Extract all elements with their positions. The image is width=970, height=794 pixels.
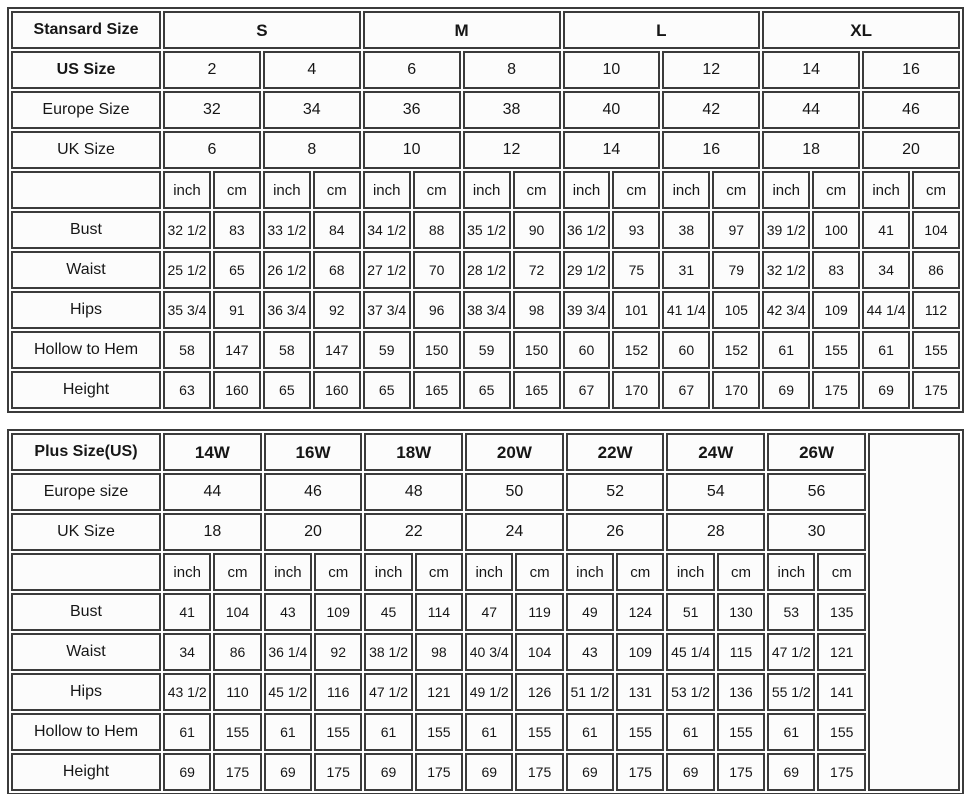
measure-value-cell: 175	[616, 753, 664, 791]
size-group-cell: 18W	[364, 433, 463, 471]
unit-cell: cm	[515, 553, 563, 591]
size-group-cell: 14W	[163, 433, 262, 471]
unit-cell: inch	[566, 553, 614, 591]
measure-value-cell: 124	[616, 593, 664, 631]
unit-cell: cm	[717, 553, 765, 591]
measure-value-cell: 28 1/2	[463, 251, 511, 289]
measure-value-cell: 34	[163, 633, 211, 671]
size-group-cell: 16W	[264, 433, 363, 471]
measure-value-cell: 41 1/4	[662, 291, 710, 329]
measure-value-cell: 67	[563, 371, 611, 409]
measure-value-cell: 131	[616, 673, 664, 711]
measure-value-cell: 86	[213, 633, 261, 671]
size-group-cell: 26W	[767, 433, 866, 471]
measure-value-cell: 38 1/2	[364, 633, 412, 671]
measure-value-cell: 32 1/2	[762, 251, 810, 289]
measure-value-cell: 69	[163, 753, 211, 791]
standard_table-title: Stansard Size	[11, 11, 161, 49]
size-value-cell: 6	[363, 51, 461, 89]
measure-value-cell: 32 1/2	[163, 211, 211, 249]
standard-size-table	[7, 7, 964, 413]
measure-value-cell: 69	[862, 371, 910, 409]
unit-cell: cm	[616, 553, 664, 591]
unit-cell: inch	[862, 171, 910, 209]
row-label: Hollow to Hem	[11, 331, 161, 369]
size-value-cell: 12	[463, 131, 561, 169]
measure-value-cell: 26 1/2	[263, 251, 311, 289]
measure-value-cell: 51	[666, 593, 714, 631]
unit-cell: inch	[163, 171, 211, 209]
measure-value-cell: 130	[717, 593, 765, 631]
row-label: Height	[11, 753, 161, 791]
size-value-cell: 50	[465, 473, 564, 511]
measure-value-cell: 170	[612, 371, 660, 409]
measure-value-cell: 35 3/4	[163, 291, 211, 329]
size-value-cell: 14	[563, 131, 661, 169]
measure-value-cell: 41	[163, 593, 211, 631]
measure-value-cell: 155	[213, 713, 261, 751]
row-label: US Size	[11, 51, 161, 89]
size-value-cell: 56	[767, 473, 866, 511]
measure-value-cell: 45 1/4	[666, 633, 714, 671]
size-value-cell: 40	[563, 91, 661, 129]
row-label: Hips	[11, 673, 161, 711]
measure-value-cell: 69	[767, 753, 815, 791]
measure-value-cell: 61	[264, 713, 312, 751]
unit-cell: cm	[817, 553, 866, 591]
measure-value-cell: 147	[213, 331, 261, 369]
measure-value-cell: 27 1/2	[363, 251, 411, 289]
unit-cell: cm	[413, 171, 461, 209]
measure-value-cell: 175	[912, 371, 960, 409]
size-group-cell: L	[563, 11, 761, 49]
measure-value-cell: 69	[465, 753, 513, 791]
measure-value-cell: 49	[566, 593, 614, 631]
size-value-cell: 8	[463, 51, 561, 89]
measure-value-cell: 91	[213, 291, 261, 329]
size-value-cell: 12	[662, 51, 760, 89]
measure-value-cell: 44 1/4	[862, 291, 910, 329]
measure-value-cell: 150	[513, 331, 561, 369]
size-value-cell: 16	[662, 131, 760, 169]
measure-value-cell: 155	[812, 331, 860, 369]
row-label: UK Size	[11, 131, 161, 169]
measure-value-cell: 160	[313, 371, 361, 409]
size-value-cell: 46	[862, 91, 960, 129]
size-value-cell: 18	[163, 513, 262, 551]
measure-value-cell: 47	[465, 593, 513, 631]
size-value-cell: 52	[566, 473, 665, 511]
unit-row-spacer-cell	[11, 553, 161, 591]
unit-cell: cm	[213, 171, 261, 209]
unit-cell: cm	[415, 553, 463, 591]
measure-value-cell: 61	[666, 713, 714, 751]
measure-value-cell: 61	[566, 713, 614, 751]
measure-value-cell: 104	[912, 211, 960, 249]
measure-value-cell: 109	[812, 291, 860, 329]
size-value-cell: 16	[862, 51, 960, 89]
measure-value-cell: 49 1/2	[465, 673, 513, 711]
measure-value-cell: 155	[415, 713, 463, 751]
measure-value-cell: 36 1/2	[563, 211, 611, 249]
unit-cell: cm	[812, 171, 860, 209]
row-label: Hollow to Hem	[11, 713, 161, 751]
measure-value-cell: 92	[314, 633, 362, 671]
measure-value-cell: 104	[515, 633, 563, 671]
size-value-cell: 10	[563, 51, 661, 89]
measure-value-cell: 55 1/2	[767, 673, 815, 711]
size-value-cell: 44	[762, 91, 860, 129]
measure-value-cell: 86	[912, 251, 960, 289]
row-label: Bust	[11, 211, 161, 249]
measure-value-cell: 70	[413, 251, 461, 289]
unit-cell: cm	[314, 553, 362, 591]
unit-cell: inch	[662, 171, 710, 209]
measure-value-cell: 119	[515, 593, 563, 631]
measure-value-cell: 83	[812, 251, 860, 289]
measure-value-cell: 92	[313, 291, 361, 329]
row-label: Bust	[11, 593, 161, 631]
measure-value-cell: 36 1/4	[264, 633, 312, 671]
unit-cell: inch	[263, 171, 311, 209]
measure-value-cell: 84	[313, 211, 361, 249]
measure-value-cell: 61	[767, 713, 815, 751]
measure-value-cell: 43	[566, 633, 614, 671]
measure-value-cell: 121	[415, 673, 463, 711]
measure-value-cell: 34	[862, 251, 910, 289]
measure-value-cell: 61	[364, 713, 412, 751]
size-value-cell: 32	[163, 91, 261, 129]
measure-value-cell: 97	[712, 211, 760, 249]
size-group-cell: 22W	[566, 433, 665, 471]
measure-value-cell: 40 3/4	[465, 633, 513, 671]
size-value-cell: 38	[463, 91, 561, 129]
measure-value-cell: 175	[717, 753, 765, 791]
size-group-cell: 20W	[465, 433, 564, 471]
measure-value-cell: 61	[862, 331, 910, 369]
empty-column-cell	[868, 433, 960, 791]
size-value-cell: 20	[264, 513, 363, 551]
measure-value-cell: 47 1/2	[767, 633, 815, 671]
measure-value-cell: 36 3/4	[263, 291, 311, 329]
size-value-cell: 26	[566, 513, 665, 551]
measure-value-cell: 175	[515, 753, 563, 791]
size-value-cell: 10	[363, 131, 461, 169]
size-value-cell: 20	[862, 131, 960, 169]
measure-value-cell: 100	[812, 211, 860, 249]
measure-value-cell: 33 1/2	[263, 211, 311, 249]
plus-size-table	[7, 429, 964, 794]
measure-value-cell: 105	[712, 291, 760, 329]
row-label: Hips	[11, 291, 161, 329]
measure-value-cell: 47 1/2	[364, 673, 412, 711]
size-value-cell: 28	[666, 513, 765, 551]
measure-value-cell: 60	[563, 331, 611, 369]
measure-value-cell: 65	[463, 371, 511, 409]
measure-value-cell: 58	[163, 331, 211, 369]
row-label: Waist	[11, 633, 161, 671]
measure-value-cell: 175	[415, 753, 463, 791]
measure-value-cell: 79	[712, 251, 760, 289]
size-value-cell: 44	[163, 473, 262, 511]
measure-value-cell: 141	[817, 673, 866, 711]
measure-value-cell: 65	[363, 371, 411, 409]
measure-value-cell: 155	[912, 331, 960, 369]
size-value-cell: 4	[263, 51, 361, 89]
measure-value-cell: 51 1/2	[566, 673, 614, 711]
measure-value-cell: 59	[363, 331, 411, 369]
measure-value-cell: 72	[513, 251, 561, 289]
measure-value-cell: 65	[213, 251, 261, 289]
size-value-cell: 48	[364, 473, 463, 511]
measure-value-cell: 69	[666, 753, 714, 791]
size-value-cell: 2	[163, 51, 261, 89]
unit-cell: inch	[465, 553, 513, 591]
measure-value-cell: 67	[662, 371, 710, 409]
measure-value-cell: 75	[612, 251, 660, 289]
measure-value-cell: 25 1/2	[163, 251, 211, 289]
measure-value-cell: 175	[213, 753, 261, 791]
measure-value-cell: 175	[812, 371, 860, 409]
measure-value-cell: 155	[515, 713, 563, 751]
size-value-cell: 24	[465, 513, 564, 551]
unit-cell: inch	[563, 171, 611, 209]
measure-value-cell: 135	[817, 593, 866, 631]
size-group-cell: 24W	[666, 433, 765, 471]
measure-value-cell: 147	[313, 331, 361, 369]
measure-value-cell: 38 3/4	[463, 291, 511, 329]
measure-value-cell: 93	[612, 211, 660, 249]
measure-value-cell: 61	[762, 331, 810, 369]
measure-value-cell: 155	[314, 713, 362, 751]
unit-cell: inch	[163, 553, 211, 591]
size-value-cell: 8	[263, 131, 361, 169]
row-label: UK Size	[11, 513, 161, 551]
size-value-cell: 18	[762, 131, 860, 169]
measure-value-cell: 136	[717, 673, 765, 711]
measure-value-cell: 115	[717, 633, 765, 671]
unit-row-spacer-cell	[11, 171, 161, 209]
measure-value-cell: 109	[616, 633, 664, 671]
measure-value-cell: 90	[513, 211, 561, 249]
measure-value-cell: 150	[413, 331, 461, 369]
measure-value-cell: 155	[717, 713, 765, 751]
measure-value-cell: 98	[513, 291, 561, 329]
unit-cell: cm	[313, 171, 361, 209]
plus_table-title: Plus Size(US)	[11, 433, 161, 471]
measure-value-cell: 58	[263, 331, 311, 369]
measure-value-cell: 170	[712, 371, 760, 409]
size-group-cell: M	[363, 11, 561, 49]
measure-value-cell: 68	[313, 251, 361, 289]
size-group-cell: XL	[762, 11, 960, 49]
measure-value-cell: 121	[817, 633, 866, 671]
measure-value-cell: 39 3/4	[563, 291, 611, 329]
measure-value-cell: 104	[213, 593, 261, 631]
unit-cell: inch	[264, 553, 312, 591]
measure-value-cell: 165	[513, 371, 561, 409]
size-value-cell: 46	[264, 473, 363, 511]
measure-value-cell: 34 1/2	[363, 211, 411, 249]
measure-value-cell: 43	[264, 593, 312, 631]
measure-value-cell: 61	[163, 713, 211, 751]
measure-value-cell: 109	[314, 593, 362, 631]
measure-value-cell: 110	[213, 673, 261, 711]
unit-cell: inch	[363, 171, 411, 209]
measure-value-cell: 88	[413, 211, 461, 249]
measure-value-cell: 61	[465, 713, 513, 751]
measure-value-cell: 43 1/2	[163, 673, 211, 711]
measure-value-cell: 116	[314, 673, 362, 711]
unit-cell: inch	[762, 171, 810, 209]
size-group-cell: S	[163, 11, 361, 49]
measure-value-cell: 59	[463, 331, 511, 369]
measure-value-cell: 175	[817, 753, 866, 791]
row-label: Height	[11, 371, 161, 409]
measure-value-cell: 165	[413, 371, 461, 409]
measure-value-cell: 83	[213, 211, 261, 249]
measure-value-cell: 38	[662, 211, 710, 249]
unit-cell: inch	[463, 171, 511, 209]
measure-value-cell: 69	[264, 753, 312, 791]
measure-value-cell: 69	[364, 753, 412, 791]
size-value-cell: 14	[762, 51, 860, 89]
unit-cell: cm	[213, 553, 261, 591]
measure-value-cell: 65	[263, 371, 311, 409]
measure-value-cell: 53 1/2	[666, 673, 714, 711]
size-value-cell: 30	[767, 513, 866, 551]
unit-cell: inch	[767, 553, 815, 591]
measure-value-cell: 63	[163, 371, 211, 409]
measure-value-cell: 152	[612, 331, 660, 369]
measure-value-cell: 41	[862, 211, 910, 249]
size-value-cell: 6	[163, 131, 261, 169]
size-value-cell: 34	[263, 91, 361, 129]
measure-value-cell: 101	[612, 291, 660, 329]
measure-value-cell: 69	[566, 753, 614, 791]
size-value-cell: 22	[364, 513, 463, 551]
measure-value-cell: 155	[616, 713, 664, 751]
measure-value-cell: 98	[415, 633, 463, 671]
measure-value-cell: 53	[767, 593, 815, 631]
measure-value-cell: 35 1/2	[463, 211, 511, 249]
measure-value-cell: 31	[662, 251, 710, 289]
measure-value-cell: 37 3/4	[363, 291, 411, 329]
measure-value-cell: 45	[364, 593, 412, 631]
measure-value-cell: 112	[912, 291, 960, 329]
unit-cell: inch	[364, 553, 412, 591]
measure-value-cell: 96	[413, 291, 461, 329]
measure-value-cell: 60	[662, 331, 710, 369]
measure-value-cell: 29 1/2	[563, 251, 611, 289]
unit-cell: cm	[912, 171, 960, 209]
row-label: Europe Size	[11, 91, 161, 129]
unit-cell: cm	[712, 171, 760, 209]
measure-value-cell: 152	[712, 331, 760, 369]
measure-value-cell: 114	[415, 593, 463, 631]
unit-cell: inch	[666, 553, 714, 591]
measure-value-cell: 42 3/4	[762, 291, 810, 329]
measure-value-cell: 45 1/2	[264, 673, 312, 711]
measure-value-cell: 39 1/2	[762, 211, 810, 249]
size-value-cell: 54	[666, 473, 765, 511]
unit-cell: cm	[612, 171, 660, 209]
size-value-cell: 36	[363, 91, 461, 129]
measure-value-cell: 155	[817, 713, 866, 751]
measure-value-cell: 69	[762, 371, 810, 409]
measure-value-cell: 126	[515, 673, 563, 711]
row-label: Europe size	[11, 473, 161, 511]
unit-cell: cm	[513, 171, 561, 209]
measure-value-cell: 175	[314, 753, 362, 791]
measure-value-cell: 160	[213, 371, 261, 409]
row-label: Waist	[11, 251, 161, 289]
size-value-cell: 42	[662, 91, 760, 129]
